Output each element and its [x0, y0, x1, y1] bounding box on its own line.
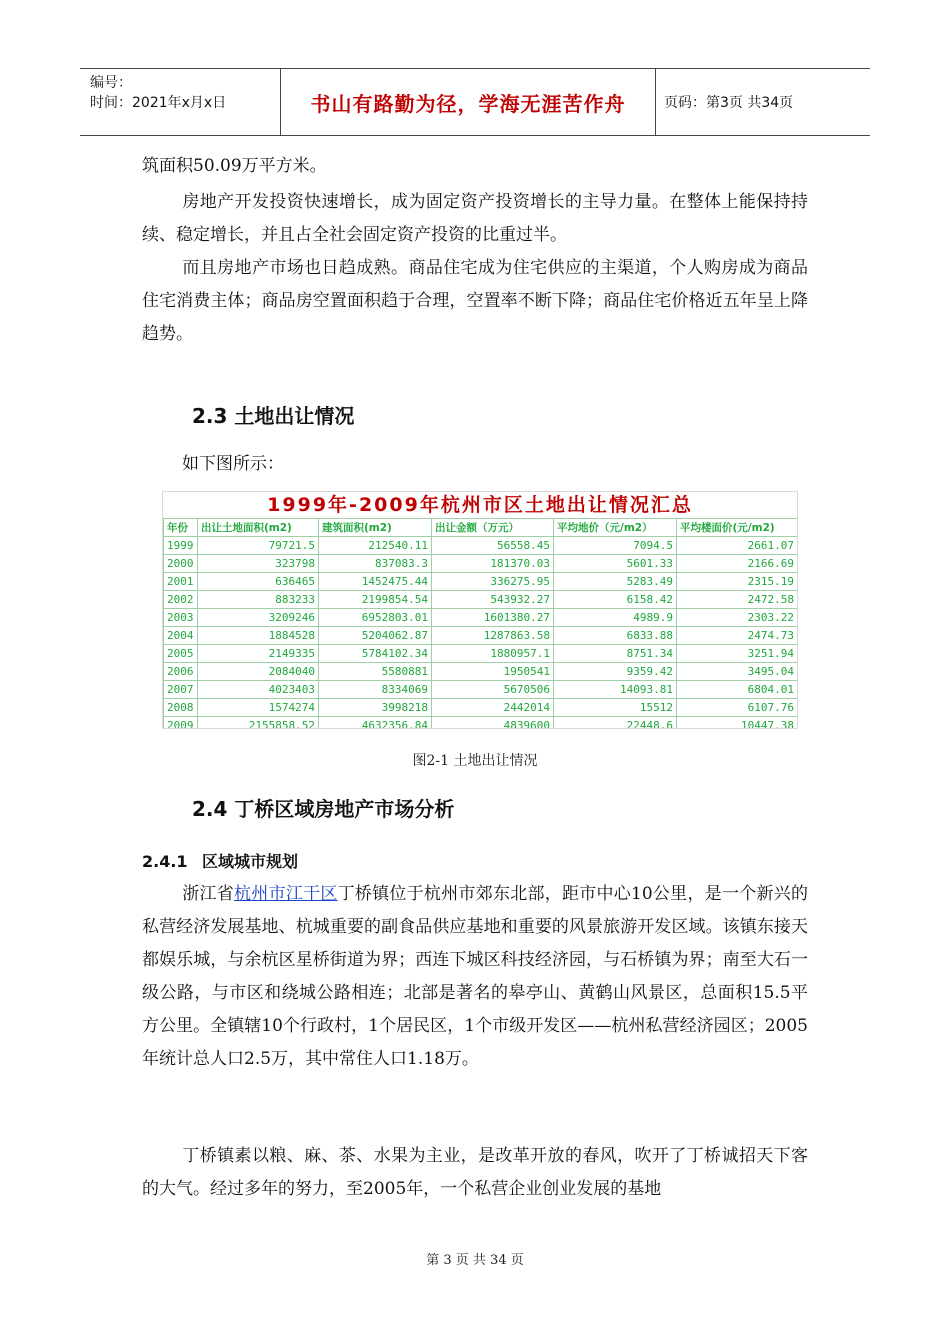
table-cell: 1880957.1 [432, 645, 554, 663]
land-transfer-table-figure [162, 491, 798, 729]
table-cell: 15512 [554, 699, 677, 717]
table-cell: 1884528 [198, 627, 319, 645]
land-transfer-table [163, 518, 798, 729]
table-cell: 4023403 [198, 681, 319, 699]
table-row [164, 663, 798, 681]
table-cell-year: 2006 [164, 663, 198, 681]
table-cell: 2315.19 [677, 573, 798, 591]
link-hangzhou-jianggan[interactable]: 杭州市江干区 [234, 884, 338, 904]
table-row [164, 627, 798, 645]
table-cell: 3251.94 [677, 645, 798, 663]
table-header-row [164, 519, 798, 537]
paragraph-dingqiao-industry [142, 1140, 808, 1206]
table-cell: 2166.69 [677, 555, 798, 573]
table-header-cell: 年份 [164, 519, 198, 537]
paragraph-industry-text: 丁桥镇素以粮、麻、茶、水果为主业，是改革开放的春风，吹开了丁桥诚招天下客的大气。经过多年的努力，至2005年，一个私营企业创业发展的基地 [142, 1146, 808, 1199]
table-cell: 336275.95 [432, 573, 554, 591]
table-cell: 1574274 [198, 699, 319, 717]
section-heading-2-4: 2.4 丁桥区域房地产市场分析 [192, 797, 455, 821]
table-cell-year: 2009 [164, 717, 198, 730]
table-cell-year: 2001 [164, 573, 198, 591]
table-cell: 2303.22 [677, 609, 798, 627]
paragraph-investment [142, 186, 808, 252]
subsection-number: 2.4.1 [142, 852, 188, 871]
table-cell: 5784102.34 [319, 645, 432, 663]
table-cell: 6158.42 [554, 591, 677, 609]
table-cell: 543932.27 [432, 591, 554, 609]
table-cell-year: 2003 [164, 609, 198, 627]
paragraph-location-text: 丁桥镇位于杭州市郊东北部，距市中心10公里，是一个新兴的私营经济发展基地、杭城重要的副食品供应基地和重要的风景旅游开发区域。该镇东接天都娱乐城，与余杭区星桥街道为界；西连下城区科技经济园，与石桥镇为界；南至大石一级公路，与市区和绕城公路相连；北部是著名的皋亭山、黄鹤山风景区，总面积15.5平方公里。全镇辖10个行政村，1个居民区，1个市级开发区——杭州私营经济园区；2005年统计总人口2.5万，其中常住人口1.18万。 [142, 884, 808, 1069]
land-table-title: 1999年-2009年杭州市区土地出让情况汇总 [267, 494, 693, 516]
table-cell: 6804.01 [677, 681, 798, 699]
table-cell-year: 2007 [164, 681, 198, 699]
table-row [164, 573, 798, 591]
table-cell: 2661.07 [677, 537, 798, 555]
section-heading-2-3: 2.3 土地出让情况 [192, 404, 355, 428]
table-cell: 4839600 [432, 717, 554, 730]
paragraph-dingqiao-location [142, 878, 808, 1076]
table-cell: 7094.5 [554, 537, 677, 555]
table-cell: 883233 [198, 591, 319, 609]
table-cell: 14093.81 [554, 681, 677, 699]
table-cell: 2442014 [432, 699, 554, 717]
paragraph-location-prefix: 浙江省 [182, 884, 235, 904]
table-cell: 2155858.52 [198, 717, 319, 730]
table-cell: 22448.6 [554, 717, 677, 730]
table-cell: 1452475.44 [319, 573, 432, 591]
header-date: 时间：2021年x月x日 [90, 95, 227, 111]
table-cell: 9359.42 [554, 663, 677, 681]
table-cell: 1287863.58 [432, 627, 554, 645]
table-cell-year: 2004 [164, 627, 198, 645]
table-cell: 8334069 [319, 681, 432, 699]
paragraph-continuation: 筑面积50.09万平方米。 [142, 156, 327, 176]
subsection-title: 区域城市规划 [202, 852, 299, 871]
table-cell: 6833.88 [554, 627, 677, 645]
table-cell: 2199854.54 [319, 591, 432, 609]
table-cell: 56558.45 [432, 537, 554, 555]
page-footer: 第 3 页 共 34 页 [426, 1253, 524, 1268]
table-cell: 5204062.87 [319, 627, 432, 645]
page-header [80, 68, 870, 136]
table-cell: 3209246 [198, 609, 319, 627]
table-cell: 2149335 [198, 645, 319, 663]
table-cell-year: 2000 [164, 555, 198, 573]
table-cell-year: 2005 [164, 645, 198, 663]
table-body [164, 537, 798, 730]
table-cell: 3495.04 [677, 663, 798, 681]
table-cell: 5580881 [319, 663, 432, 681]
table-row [164, 609, 798, 627]
table-cell: 4989.9 [554, 609, 677, 627]
table-cell-year: 2002 [164, 591, 198, 609]
table-cell: 1950541 [432, 663, 554, 681]
table-header-cell: 平均地价（元/m2） [554, 519, 677, 537]
table-header-cell: 平均楼面价(元/m2) [677, 519, 798, 537]
table-row [164, 681, 798, 699]
table-cell: 323798 [198, 555, 319, 573]
table-cell: 10447.38 [677, 717, 798, 730]
header-meta [80, 69, 280, 135]
paragraph-market [142, 252, 808, 351]
table-cell: 79721.5 [198, 537, 319, 555]
table-cell: 8751.34 [554, 645, 677, 663]
table-cell: 2472.58 [677, 591, 798, 609]
paragraph-market-text: 而且房地产市场也日趋成熟。商品住宅成为住宅供应的主渠道，个人购房成为商品住宅消费主体；商品房空置面积趋于合理，空置率不断下降；商品住宅价格近五年呈上降趋势。 [142, 258, 808, 344]
table-cell: 3998218 [319, 699, 432, 717]
table-cell: 6107.76 [677, 699, 798, 717]
table-cell: 212540.11 [319, 537, 432, 555]
table-row [164, 717, 798, 730]
table-row [164, 591, 798, 609]
table-cell: 2084040 [198, 663, 319, 681]
table-cell: 636465 [198, 573, 319, 591]
header-motto: 书山有路勤为径，学海无涯苦作舟 [310, 91, 626, 116]
paragraph-investment-text: 房地产开发投资快速增长，成为固定资产投资增长的主导力量。在整体上能保持持续、稳定增长，并且占全社会固定资产投资的比重过半。 [142, 192, 808, 245]
table-header-cell: 出让土地面积(m2) [198, 519, 319, 537]
table-cell: 6952803.01 [319, 609, 432, 627]
header-number: 编号： [90, 75, 132, 91]
table-cell: 4632356.84 [319, 717, 432, 730]
table-header-cell: 出让金额（万元） [432, 519, 554, 537]
table-cell-year: 1999 [164, 537, 198, 555]
table-cell: 837083.3 [319, 555, 432, 573]
subsection-heading-2-4-1 [142, 849, 298, 872]
table-cell: 5670506 [432, 681, 554, 699]
table-row [164, 645, 798, 663]
table-row [164, 555, 798, 573]
header-page-info: 页码：第3页 共34页 [664, 95, 794, 111]
table-header-cell: 建筑面积(m2) [319, 519, 432, 537]
table-cell: 1601380.27 [432, 609, 554, 627]
table-cell: 5283.49 [554, 573, 677, 591]
figure-caption: 图2-1 土地出让情况 [412, 753, 538, 769]
table-cell: 181370.03 [432, 555, 554, 573]
table-cell: 5601.33 [554, 555, 677, 573]
table-row [164, 537, 798, 555]
table-cell: 2474.73 [677, 627, 798, 645]
paragraph-figure-intro [142, 448, 808, 481]
table-cell-year: 2008 [164, 699, 198, 717]
table-row [164, 699, 798, 717]
paragraph-figure-intro-text: 如下图所示： [182, 454, 284, 474]
